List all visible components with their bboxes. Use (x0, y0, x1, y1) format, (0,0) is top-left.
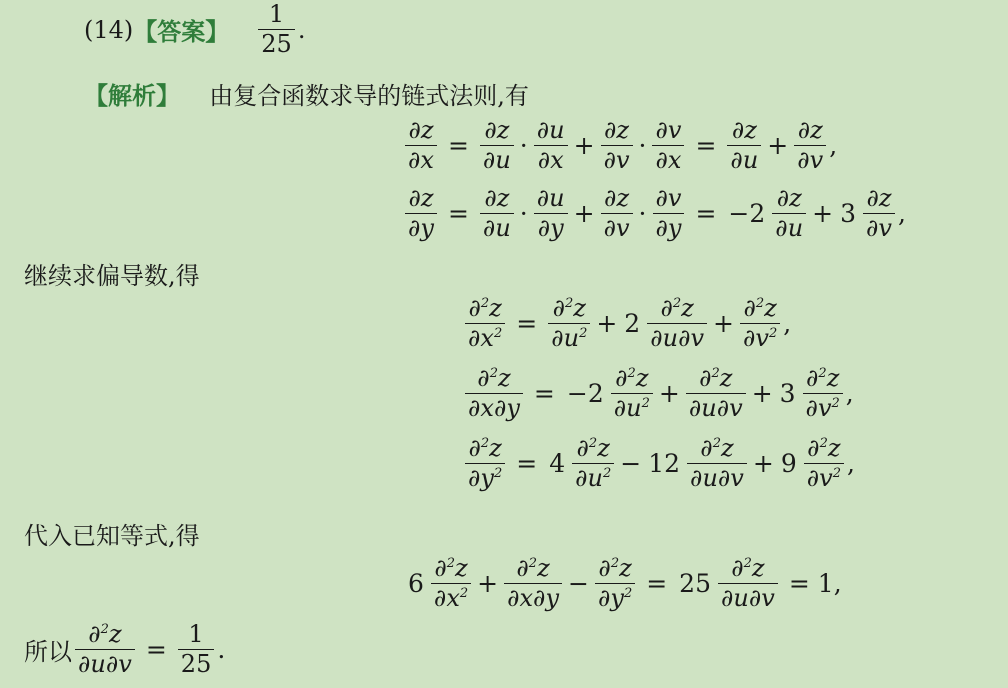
analysis-tag: 【解析】 (84, 81, 180, 110)
eq2-t4-num: ∂v (655, 184, 682, 212)
eq2-r1-den: ∂u (775, 214, 804, 243)
eq1-t4-num: ∂v (655, 116, 682, 144)
eq2-end: , (897, 199, 906, 229)
eq5-coef-2: 12 (648, 449, 681, 479)
eq4-coef-1: −2 (566, 379, 604, 409)
conclusion-numerator: 1 (188, 620, 204, 648)
eq1-t3-num: ∂z (604, 116, 630, 144)
eq2-coef-1: −2 (728, 199, 766, 229)
answer-fraction (258, 2, 295, 57)
text-continue: 继续求偏导数,得 (24, 262, 200, 290)
eq5-coef-1: 4 (549, 449, 566, 479)
analysis-line (84, 76, 529, 111)
eq1-lhs-num: ∂z (408, 116, 434, 144)
eq2-coef-2: 3 (840, 199, 857, 229)
eq5-end: , (846, 449, 855, 479)
eq1-r2-den: ∂v (797, 146, 824, 175)
eq2-r2-den: ∂v (866, 214, 892, 243)
eq5-coef-3: 9 (780, 449, 797, 479)
eq1-r2-num: ∂z (797, 116, 823, 144)
equation-d2z-dx2: $\frac{\partial^2z}{\partial x^2}$ = $\frac{\partial^2z}{\partial u^2}$ + 2 $\frac{\partial^2z}{\partial u\partial v}$ + $\frac{\partial^2z}{\partial v^2}$ , (462, 296, 791, 351)
eq1-t2-den: ∂x (537, 146, 564, 175)
eq2-t3-num: ∂z (604, 184, 630, 212)
eq2-t1-num: ∂z (484, 184, 510, 212)
eq6-rhs: 1 (817, 569, 834, 599)
answer-denominator: 25 (261, 30, 292, 59)
problem-number: (14) (84, 15, 134, 44)
eq2-r1-num: ∂z (776, 184, 802, 212)
eq3-end: , (783, 309, 792, 339)
eq6-coef-2: 25 (679, 569, 711, 599)
equation-substituted: 6 $\frac{\partial^2z}{\partial x^2}$ + $\frac{\partial^2z}{\partial x\partial y}$ − $\frac{\partial^2z}{\partial y^2}$ = 25 $\frac{\partial^2z}{\partial u\partial v}$ = 1 , (408, 554, 842, 613)
equation-d2z-dxdy: $\frac{\partial^2z}{\partial x\partial y}$ = −2 $\frac{\partial^2z}{\partial u^2}$ + $\frac{\partial^2z}{\partial u\partial v}$ + 3 $\frac{\partial^2z}{\partial v^2}$ , (462, 366, 854, 421)
eq1-r1-num: ∂z (731, 116, 757, 144)
equation-d2z-dy2: $\frac{\partial^2z}{\partial y^2}$ = 4 $\frac{\partial^2z}{\partial u^2}$ − 12 $\frac{\partial^2z}{\partial u\partial v}$ + 9 $\frac{\partial^2z}{\partial v^2}$ , (462, 436, 855, 491)
eq2-t4-den: ∂y (655, 214, 682, 243)
conclusion-prefix: 所以 (24, 638, 72, 667)
conclusion-denominator: 25 (180, 650, 212, 679)
eq6-end: , (833, 569, 842, 599)
eq2-t2-den: ∂y (537, 214, 564, 243)
eq3-coef-1: 2 (624, 309, 641, 339)
conclusion-end: . (217, 635, 226, 665)
conclusion-line: 所以 $\frac{\partial^2z}{\partial u\partial v}$ = $\frac{1}{25}$ . (24, 620, 226, 679)
eq2-t1-den: ∂u (482, 214, 511, 243)
answer-period: . (297, 15, 306, 44)
eq1-r1-den: ∂u (730, 146, 759, 175)
eq2-r2-num: ∂z (866, 184, 892, 212)
eq2-t2-num: ∂u (536, 184, 565, 212)
eq1-t2-num: ∂u (536, 116, 565, 144)
text-substitute: 代入已知等式,得 (24, 522, 200, 550)
answer-tag: 【答案】 (133, 17, 230, 47)
eq1-lhs-den: ∂x (408, 146, 434, 175)
eq1-t3-den: ∂v (603, 146, 630, 175)
eq6-coef-1: 6 (408, 569, 424, 599)
eq1-t1-den: ∂u (482, 146, 511, 175)
equation-dz-dy: $\frac{\partial z}{\partial y}$ = $\frac{\partial z}{\partial u}$ · $\frac{\partial u}{\partial y}$ + $\frac{\partial z}{\partial v}$ · $\frac{\partial v}{\partial y}$ = −2 $\frac{\partial z}{\partial u}$ + 3 $\frac{\partial z}{\partial v}$ , (402, 186, 906, 241)
equation-dz-dx: $\frac{\partial z}{\partial x}$ = $\frac{\partial z}{\partial u}$ · $\frac{\partial u}{\partial x}$ + $\frac{\partial z}{\partial v}$ · $\frac{\partial v}{\partial x}$ = $\frac{\partial z}{\partial u}$ + $\frac{\partial z}{\partial v}$ , (402, 118, 837, 173)
answer-line (84, 2, 305, 57)
eq2-lhs-den: ∂y (408, 214, 434, 243)
eq2-t3-den: ∂v (603, 214, 630, 243)
eq1-t4-den: ∂x (655, 146, 682, 175)
analysis-intro: 由复合函数求导的链式法则,有 (209, 82, 529, 110)
answer-numerator: 1 (268, 0, 285, 28)
eq1-t1-num: ∂z (484, 116, 510, 144)
eq4-end: , (845, 379, 854, 409)
eq2-lhs-num: ∂z (408, 184, 434, 212)
eq4-coef-2: 3 (779, 379, 796, 409)
eq1-end: , (829, 131, 838, 161)
